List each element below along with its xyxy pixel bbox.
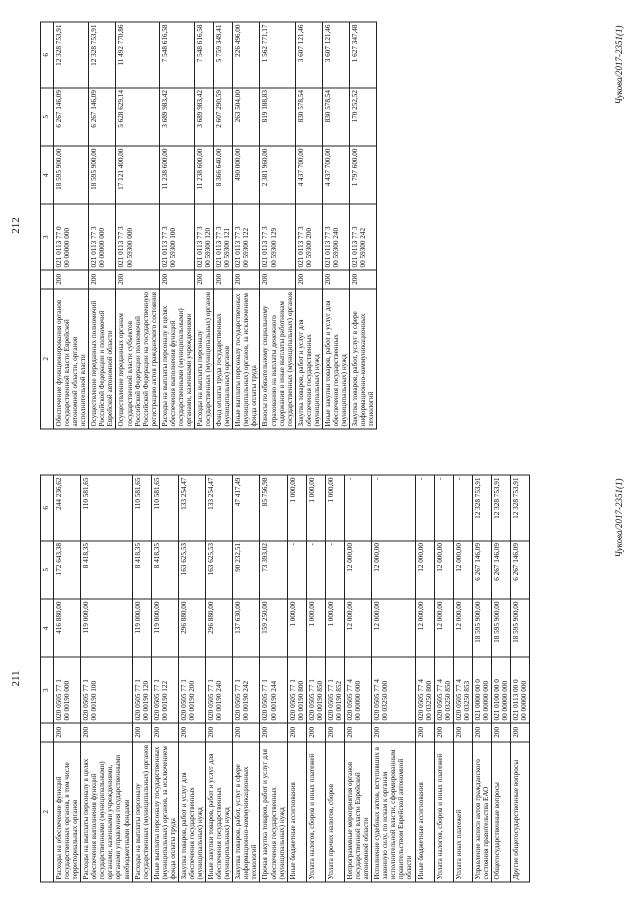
table-row bbox=[322, 22, 349, 429]
col-header: 2 bbox=[41, 289, 54, 429]
row-executed-cell: 163 625,53 bbox=[206, 541, 233, 599]
row-unexecuted-cell: 110 581,65 bbox=[151, 475, 178, 541]
row-approved-cell: 159 250,00 bbox=[260, 599, 287, 657]
row-executed-cell: 263 504,00 bbox=[233, 88, 260, 146]
row-name-cell: Уплата налогов, сборов и иных платежей bbox=[306, 742, 325, 882]
row-executed-cell: 12 000,00 bbox=[453, 541, 472, 599]
row-budget-code-cell: 020 0505 77 4 00 00000 000 bbox=[345, 657, 372, 722]
table-body bbox=[54, 22, 377, 429]
row-executed-cell: 6 267 146,09 bbox=[89, 88, 116, 146]
page-number: 212 bbox=[10, 217, 22, 234]
table-row bbox=[287, 475, 306, 882]
row-approved-cell: 18 595 900,00 bbox=[54, 146, 89, 204]
row-budget-code-cell: 021 0113 77 3 00 59300 100 bbox=[159, 204, 194, 269]
row-unexecuted-cell: - bbox=[453, 475, 472, 541]
row-unexecuted-cell: 12 328 753,91 bbox=[492, 475, 511, 541]
table-row bbox=[472, 475, 491, 882]
row-budget-code-cell: 020 0505 77 1 00 00190 000 bbox=[54, 657, 81, 722]
row-approved-cell: 1 000,00 bbox=[287, 599, 306, 657]
row-approved-cell: 119 000,00 bbox=[151, 599, 178, 657]
row-line-code-cell: 200 bbox=[54, 723, 81, 742]
table-row bbox=[492, 475, 511, 882]
row-name-cell: Иные закупки товаров, работ и услуг для обеспечения государственных (муниципальных) нужд bbox=[322, 289, 349, 429]
row-budget-code-cell: 021 0113 77 3 00 59300 242 bbox=[350, 204, 377, 269]
row-executed-cell: 170 252,52 bbox=[350, 88, 377, 146]
row-budget-code-cell: 020 0505 77 1 00 00190 240 bbox=[206, 657, 233, 722]
row-name-cell: Взносы по обязательному социальному страхованию на выплаты денежного содержания и иные выплаты работникам государственных (муниципальных) органов bbox=[260, 289, 295, 429]
row-approved-cell: 119 000,00 bbox=[81, 599, 132, 657]
row-approved-cell: 4 437 700,00 bbox=[295, 146, 322, 204]
row-executed-cell: 819 188,83 bbox=[260, 88, 295, 146]
row-approved-cell: 18 595 900,00 bbox=[89, 146, 116, 204]
row-line-code-cell: 200 bbox=[287, 723, 306, 742]
row-budget-code-cell: 021 0113 77 3 00 59300 129 bbox=[260, 204, 295, 269]
row-approved-cell: 490 000,00 bbox=[233, 146, 260, 204]
row-approved-cell: 8 366 640,00 bbox=[214, 146, 233, 204]
row-name-cell: Осуществление переданных полномочий Российской Федерации и полномочий Еврейской автономной области bbox=[89, 289, 116, 429]
row-executed-cell: 3 689 983,42 bbox=[159, 88, 194, 146]
table-row bbox=[151, 475, 178, 882]
row-unexecuted-cell: 12 328 753,91 bbox=[472, 475, 491, 541]
table-row bbox=[260, 475, 287, 882]
row-executed-cell: 163 625,53 bbox=[178, 541, 205, 599]
row-name-cell: Осуществление переданных органам государственной власти субъектов Российской Федерации полномочий Российской Федерации на государственную регистрацию актов гражданского состояния bbox=[116, 289, 159, 429]
row-line-code-cell: 200 bbox=[472, 723, 491, 742]
table-row bbox=[306, 475, 325, 882]
row-name-cell: Расходы на выплаты персоналу государственных (муниципальных) органов bbox=[132, 742, 151, 882]
row-line-code-cell: 200 bbox=[233, 270, 260, 289]
row-approved-cell: 18 595 900,00 bbox=[472, 599, 491, 657]
row-unexecuted-cell: 12 328 753,91 bbox=[511, 475, 530, 541]
row-budget-code-cell: 020 0505 77 4 00 03250 850 bbox=[434, 657, 453, 722]
row-approved-cell: 18 595 900,00 bbox=[492, 599, 511, 657]
row-budget-code-cell: 020 0505 77 1 00 00190 122 bbox=[151, 657, 178, 722]
row-unexecuted-cell: 1 627 347,48 bbox=[350, 22, 377, 88]
col-header: 5 bbox=[41, 541, 54, 599]
row-budget-code-cell: 021 0113 77 3 00 59300 000 bbox=[116, 204, 159, 269]
table-row bbox=[54, 22, 89, 429]
row-name-cell: Уплата прочих налогов, сборов bbox=[325, 742, 344, 882]
col-header: 6 bbox=[41, 475, 54, 541]
row-name-cell: Уплата налогов, сборов и иных платежей bbox=[434, 742, 453, 882]
row-line-code-cell: 200 bbox=[260, 723, 287, 742]
row-approved-cell: 296 880,00 bbox=[206, 599, 233, 657]
row-line-code-cell: 200 bbox=[306, 723, 325, 742]
row-unexecuted-cell: 244 236,62 bbox=[54, 475, 81, 541]
row-budget-code-cell: 021 0113 77 0 00 00000 000 bbox=[54, 204, 89, 269]
row-unexecuted-cell: 133 254,47 bbox=[206, 475, 233, 541]
row-executed-cell: - bbox=[306, 541, 325, 599]
row-budget-code-cell: 021 0113 77 3 00 00000 000 bbox=[89, 204, 116, 269]
row-name-cell: Обеспечение функционирования органов государственной власти Еврейской автономной области, органов исполнительной власти bbox=[54, 289, 89, 429]
row-unexecuted-cell: 3 607 121,46 bbox=[322, 22, 349, 88]
row-executed-cell: 2 607 290,59 bbox=[214, 88, 233, 146]
row-approved-cell: 2 381 960,00 bbox=[260, 146, 295, 204]
row-executed-cell: - bbox=[287, 541, 306, 599]
row-unexecuted-cell: 7 548 616,58 bbox=[195, 22, 214, 88]
row-executed-cell: 90 232,51 bbox=[233, 541, 260, 599]
row-executed-cell: 12 000,00 bbox=[345, 541, 372, 599]
row-line-code-cell: 200 bbox=[159, 270, 194, 289]
row-budget-code-cell: 020 0505 77 1 00 00190 850 bbox=[306, 657, 325, 722]
table-row bbox=[81, 475, 132, 882]
row-approved-cell: 17 121 400,00 bbox=[116, 146, 159, 204]
row-line-code-cell: 200 bbox=[89, 270, 116, 289]
row-executed-cell: 5 628 629,14 bbox=[116, 88, 159, 146]
header-row bbox=[41, 475, 54, 882]
row-unexecuted-cell: 7 548 616,58 bbox=[159, 22, 194, 88]
row-unexecuted-cell: 85 756,98 bbox=[260, 475, 287, 541]
row-unexecuted-cell: 11 492 770,86 bbox=[116, 22, 159, 88]
row-approved-cell: 1 000,00 bbox=[306, 599, 325, 657]
row-budget-code-cell: 021 0113 77 3 00 59300 122 bbox=[233, 204, 260, 269]
row-name-cell: Иные выплаты персоналу государственных (муниципальных) органов, за исключением фонда оплаты труда bbox=[233, 289, 260, 429]
row-approved-cell: 12 000,00 bbox=[415, 599, 434, 657]
header-row bbox=[41, 22, 54, 429]
row-budget-code-cell: 020 0505 77 1 00 00190 100 bbox=[81, 657, 132, 722]
row-approved-cell: 18 595 900,00 bbox=[511, 599, 530, 657]
row-name-cell: Общегосударственные вопросы bbox=[492, 742, 511, 882]
row-budget-code-cell: 021 0113 77 3 00 59300 121 bbox=[214, 204, 233, 269]
row-executed-cell: 6 267 146,09 bbox=[511, 541, 530, 599]
row-budget-code-cell: 021 0000 00 0 00 00000 000 bbox=[472, 657, 491, 722]
row-executed-cell: 172 643,38 bbox=[54, 541, 81, 599]
row-budget-code-cell: 021 0113 77 3 00 59300 240 bbox=[322, 204, 349, 269]
row-line-code-cell: 200 bbox=[151, 723, 178, 742]
row-name-cell: Непрограммные мероприятия органов государственной власти Еврейской автономной области bbox=[345, 742, 372, 882]
row-approved-cell: 119 000,00 bbox=[132, 599, 151, 657]
row-line-code-cell: 200 bbox=[260, 270, 295, 289]
row-line-code-cell: 200 bbox=[511, 723, 530, 742]
table-row bbox=[345, 475, 372, 882]
row-line-code-cell: 200 bbox=[195, 270, 214, 289]
row-line-code-cell: 200 bbox=[54, 270, 89, 289]
row-line-code-cell: 200 bbox=[322, 270, 349, 289]
row-name-cell: Закупка товаров, работ, услуг в сфере информационно-коммуникационных технологий bbox=[350, 289, 377, 429]
row-name-cell: Расходы на обеспечение функций государственных органов, в том числе территориальных органов bbox=[54, 742, 81, 882]
row-approved-cell: 12 000,00 bbox=[434, 599, 453, 657]
row-approved-cell: 12 000,00 bbox=[453, 599, 472, 657]
row-unexecuted-cell: 1 562 771,17 bbox=[260, 22, 295, 88]
row-unexecuted-cell: 1 000,00 bbox=[325, 475, 344, 541]
row-name-cell: Расходы на выплаты персоналу в целях обеспечения выполнения функций государственными (муниципальными) органами, казенными учреждениями, органами управления государственными внебюджетными фондами bbox=[81, 742, 132, 882]
row-name-cell: Закупка товаров, работ, услуг в сфере информационно-коммуникационных технологий bbox=[233, 742, 260, 882]
row-executed-cell: 12 000,00 bbox=[415, 541, 434, 599]
row-executed-cell: 3 689 983,42 bbox=[195, 88, 214, 146]
row-executed-cell: 8 418,35 bbox=[81, 541, 132, 599]
table-row bbox=[89, 22, 116, 429]
row-budget-code-cell: 021 0113 77 3 00 59300 120 bbox=[195, 204, 214, 269]
row-line-code-cell: 200 bbox=[81, 723, 132, 742]
row-unexecuted-cell: 3 607 121,46 bbox=[295, 22, 322, 88]
row-unexecuted-cell: 5 759 349,41 bbox=[214, 22, 233, 88]
row-unexecuted-cell: - bbox=[434, 475, 453, 541]
row-executed-cell: 8 418,35 bbox=[132, 541, 151, 599]
row-unexecuted-cell: 226 496,00 bbox=[233, 22, 260, 88]
row-executed-cell: 830 578,54 bbox=[322, 88, 349, 146]
row-name-cell: Иные бюджетные ассигнования bbox=[415, 742, 434, 882]
row-budget-code-cell: 020 0505 77 1 00 00190 800 bbox=[287, 657, 306, 722]
row-name-cell: Исполнение судебных актов, вступивших в законную силу, по искам к органам исполнительной власти, сформированным правительством Еврейской автономной области bbox=[372, 742, 415, 882]
row-unexecuted-cell: 1 000,00 bbox=[287, 475, 306, 541]
left-page bbox=[0, 453, 640, 905]
row-name-cell: Уплата иных платежей bbox=[453, 742, 472, 882]
table-row bbox=[178, 475, 205, 882]
col-header: 5 bbox=[41, 88, 54, 146]
footer-note: Чукова/2017-2351(1) bbox=[614, 25, 624, 105]
row-name-cell: Расходы на выплаты персоналу государственных (муниципальных) органов bbox=[195, 289, 214, 429]
row-budget-code-cell: 021 0113 00 0 00 00000 000 bbox=[511, 657, 530, 722]
row-budget-code-cell: 020 0505 77 1 00 00190 120 bbox=[132, 657, 151, 722]
table-row bbox=[325, 475, 344, 882]
table-row bbox=[214, 22, 233, 429]
row-line-code-cell: 200 bbox=[132, 723, 151, 742]
row-budget-code-cell: 020 0505 77 4 00 03250 853 bbox=[453, 657, 472, 722]
table-row bbox=[233, 22, 260, 429]
row-line-code-cell: 200 bbox=[415, 723, 434, 742]
row-approved-cell: 137 630,00 bbox=[233, 599, 260, 657]
row-approved-cell: 11 238 600,00 bbox=[195, 146, 214, 204]
right-page bbox=[0, 0, 640, 452]
table-row bbox=[372, 475, 415, 882]
table-row bbox=[206, 475, 233, 882]
row-approved-cell: 296 880,00 bbox=[178, 599, 205, 657]
table-row bbox=[453, 475, 472, 882]
table-row bbox=[54, 475, 81, 882]
table-row bbox=[434, 475, 453, 882]
row-line-code-cell: 200 bbox=[434, 723, 453, 742]
table-row bbox=[159, 22, 194, 429]
col-header: 4 bbox=[41, 146, 54, 204]
row-line-code-cell: 200 bbox=[492, 723, 511, 742]
row-unexecuted-cell: 12 328 753,91 bbox=[54, 22, 89, 88]
row-approved-cell: 1 000,00 bbox=[325, 599, 344, 657]
col-header bbox=[41, 723, 54, 742]
row-approved-cell: 416 880,00 bbox=[54, 599, 81, 657]
row-line-code-cell: 200 bbox=[325, 723, 344, 742]
row-executed-cell: 8 418,35 bbox=[151, 541, 178, 599]
row-name-cell: Закупка товаров, работ и услуг для обеспечения государственных (муниципальных) нужд bbox=[295, 289, 322, 429]
row-budget-code-cell: 021 0113 77 3 00 59300 200 bbox=[295, 204, 322, 269]
row-line-code-cell: 200 bbox=[214, 270, 233, 289]
col-header: 2 bbox=[41, 742, 54, 882]
row-budget-code-cell: 020 0505 77 4 00 03250 800 bbox=[415, 657, 434, 722]
budget-table bbox=[40, 22, 377, 430]
row-budget-code-cell: 020 0505 77 1 00 00190 242 bbox=[233, 657, 260, 722]
col-header: 3 bbox=[41, 657, 54, 722]
row-budget-code-cell: 020 0505 77 4 00 03250 000 bbox=[372, 657, 415, 722]
table-row bbox=[295, 22, 322, 429]
row-approved-cell: 4 437 700,00 bbox=[322, 146, 349, 204]
row-budget-code-cell: 020 0505 77 1 00 00190 244 bbox=[260, 657, 287, 722]
row-line-code-cell: 200 bbox=[295, 270, 322, 289]
row-approved-cell: 12 000,00 bbox=[372, 599, 415, 657]
table-row bbox=[415, 475, 434, 882]
footer-note: Чукова/2017-2351(1) bbox=[614, 478, 624, 558]
col-header: 6 bbox=[41, 22, 54, 88]
row-line-code-cell: 200 bbox=[345, 723, 372, 742]
row-budget-code-cell: 020 0505 77 1 00 00190 852 bbox=[325, 657, 344, 722]
row-name-cell: Иные выплаты персоналу государственных (муниципальных) органов, за исключением фонда оплаты труда bbox=[151, 742, 178, 882]
row-executed-cell: 6 267 146,09 bbox=[492, 541, 511, 599]
row-name-cell: Закупка товаров, работ и услуг для обеспечения государственных (муниципальных) нужд bbox=[178, 742, 205, 882]
table-row bbox=[350, 22, 377, 429]
row-executed-cell: 6 267 146,09 bbox=[54, 88, 89, 146]
row-budget-code-cell: 021 0100 00 0 00 00000 000 bbox=[492, 657, 511, 722]
row-executed-cell: 12 000,00 bbox=[372, 541, 415, 599]
row-line-code-cell: 200 bbox=[372, 723, 415, 742]
row-name-cell: Иные бюджетные ассигнования bbox=[287, 742, 306, 882]
row-unexecuted-cell: 110 581,65 bbox=[81, 475, 132, 541]
row-executed-cell: 6 267 146,09 bbox=[472, 541, 491, 599]
row-unexecuted-cell: 12 328 753,91 bbox=[89, 22, 116, 88]
row-executed-cell: 73 393,02 bbox=[260, 541, 287, 599]
row-line-code-cell: 200 bbox=[233, 723, 260, 742]
table-body bbox=[54, 475, 530, 882]
row-line-code-cell: 200 bbox=[206, 723, 233, 742]
budget-table bbox=[40, 475, 530, 883]
row-line-code-cell: 200 bbox=[178, 723, 205, 742]
row-unexecuted-cell: 110 581,65 bbox=[132, 475, 151, 541]
row-unexecuted-cell: - bbox=[345, 475, 372, 541]
row-unexecuted-cell: - bbox=[415, 475, 434, 541]
row-line-code-cell: 200 bbox=[116, 270, 159, 289]
table-row bbox=[260, 22, 295, 429]
row-executed-cell: 12 000,00 bbox=[434, 541, 453, 599]
table-row bbox=[195, 22, 214, 429]
col-header: 3 bbox=[41, 204, 54, 269]
row-executed-cell: 830 578,54 bbox=[295, 88, 322, 146]
row-unexecuted-cell: 1 000,00 bbox=[306, 475, 325, 541]
row-line-code-cell: 200 bbox=[350, 270, 377, 289]
row-unexecuted-cell: - bbox=[372, 475, 415, 541]
table-row bbox=[132, 475, 151, 882]
page-number: 211 bbox=[10, 670, 22, 687]
row-line-code-cell: 200 bbox=[453, 723, 472, 742]
row-name-cell: Иные закупки товаров, работ и услуг для обеспечения государственных (муниципальных) нужд bbox=[206, 742, 233, 882]
table-row bbox=[233, 475, 260, 882]
col-header: 4 bbox=[41, 599, 54, 657]
row-unexecuted-cell: 133 254,47 bbox=[178, 475, 205, 541]
row-name-cell: Фонд оплаты труда государственных (муниципальных) органов bbox=[214, 289, 233, 429]
row-approved-cell: 12 000,00 bbox=[345, 599, 372, 657]
row-budget-code-cell: 020 0505 77 1 00 00190 200 bbox=[178, 657, 205, 722]
row-name-cell: Расходы на выплаты персоналу в целях обеспечения выполнения функций государственными (муниципальными) органами, казенными учреждениями bbox=[159, 289, 194, 429]
row-name-cell: Другие общегосударственные вопросы bbox=[511, 742, 530, 882]
table-row bbox=[116, 22, 159, 429]
row-name-cell: Прочая закупка товаров, работ и услуг для обеспечения государственных (муниципальных) нужд bbox=[260, 742, 287, 882]
row-executed-cell: - bbox=[325, 541, 344, 599]
row-unexecuted-cell: 47 417,49 bbox=[233, 475, 260, 541]
row-name-cell: Управление записи актов гражданского состояния правительства ЕАО bbox=[472, 742, 491, 882]
row-approved-cell: 11 238 600,00 bbox=[159, 146, 194, 204]
table-row bbox=[511, 475, 530, 882]
row-approved-cell: 1 797 600,00 bbox=[350, 146, 377, 204]
col-header bbox=[41, 270, 54, 289]
